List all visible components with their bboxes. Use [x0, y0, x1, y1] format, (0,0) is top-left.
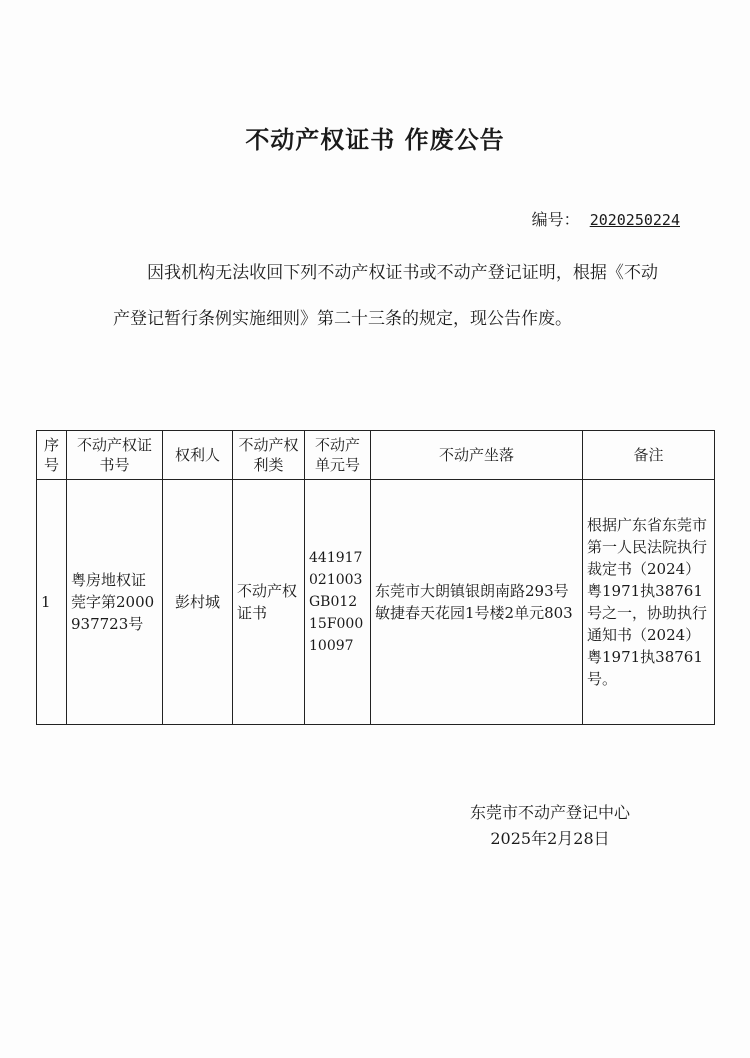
cell-holder: 彭村城: [163, 480, 233, 725]
header-right-type: 不动产权利类: [233, 431, 305, 480]
header-holder: 权利人: [163, 431, 233, 480]
header-location: 不动产坐落: [371, 431, 583, 480]
cell-location: 东莞市大朗镇银朗南路293号敏捷春天花园1号楼2单元803: [371, 480, 583, 725]
signature-org: 东莞市不动产登记中心: [469, 803, 630, 822]
header-cert-no: 不动产权证书号: [67, 431, 163, 480]
cell-right-type: 不动产权证书: [233, 480, 305, 725]
table-row: [37, 480, 715, 725]
page-title: 不动产权证书 作废公告: [245, 126, 505, 154]
document-number-label: 编号：: [531, 210, 580, 229]
cell-unit-no: 441917021003GB01215F00010097: [305, 480, 371, 725]
header-note: 备注: [583, 431, 715, 480]
document-number: [532, 207, 680, 230]
cell-cert-no: 粤房地权证莞字第2000937723号: [67, 480, 163, 725]
table-header-row: [37, 431, 715, 480]
header-seq: 序号: [37, 431, 67, 480]
signature-date: 2025年2月28日: [490, 829, 610, 848]
void-certificates-table: [36, 430, 715, 725]
cell-note: 根据广东省东莞市第一人民法院执行裁定书（2024）粤1971执38761号之一，协助执行通知书（2024）粤1971执38761号。: [583, 480, 715, 725]
header-unit-no: 不动产单元号: [305, 431, 371, 480]
signature-block: [440, 800, 660, 852]
notice-body: 因我机构无法收回下列不动产权证书或不动产登记证明，根据《不动产登记暂行条例实施细则》第二十三条的规定，现公告作废。: [113, 263, 658, 329]
document-number-value: 2020250224: [589, 211, 680, 229]
cell-seq: 1: [37, 480, 67, 725]
